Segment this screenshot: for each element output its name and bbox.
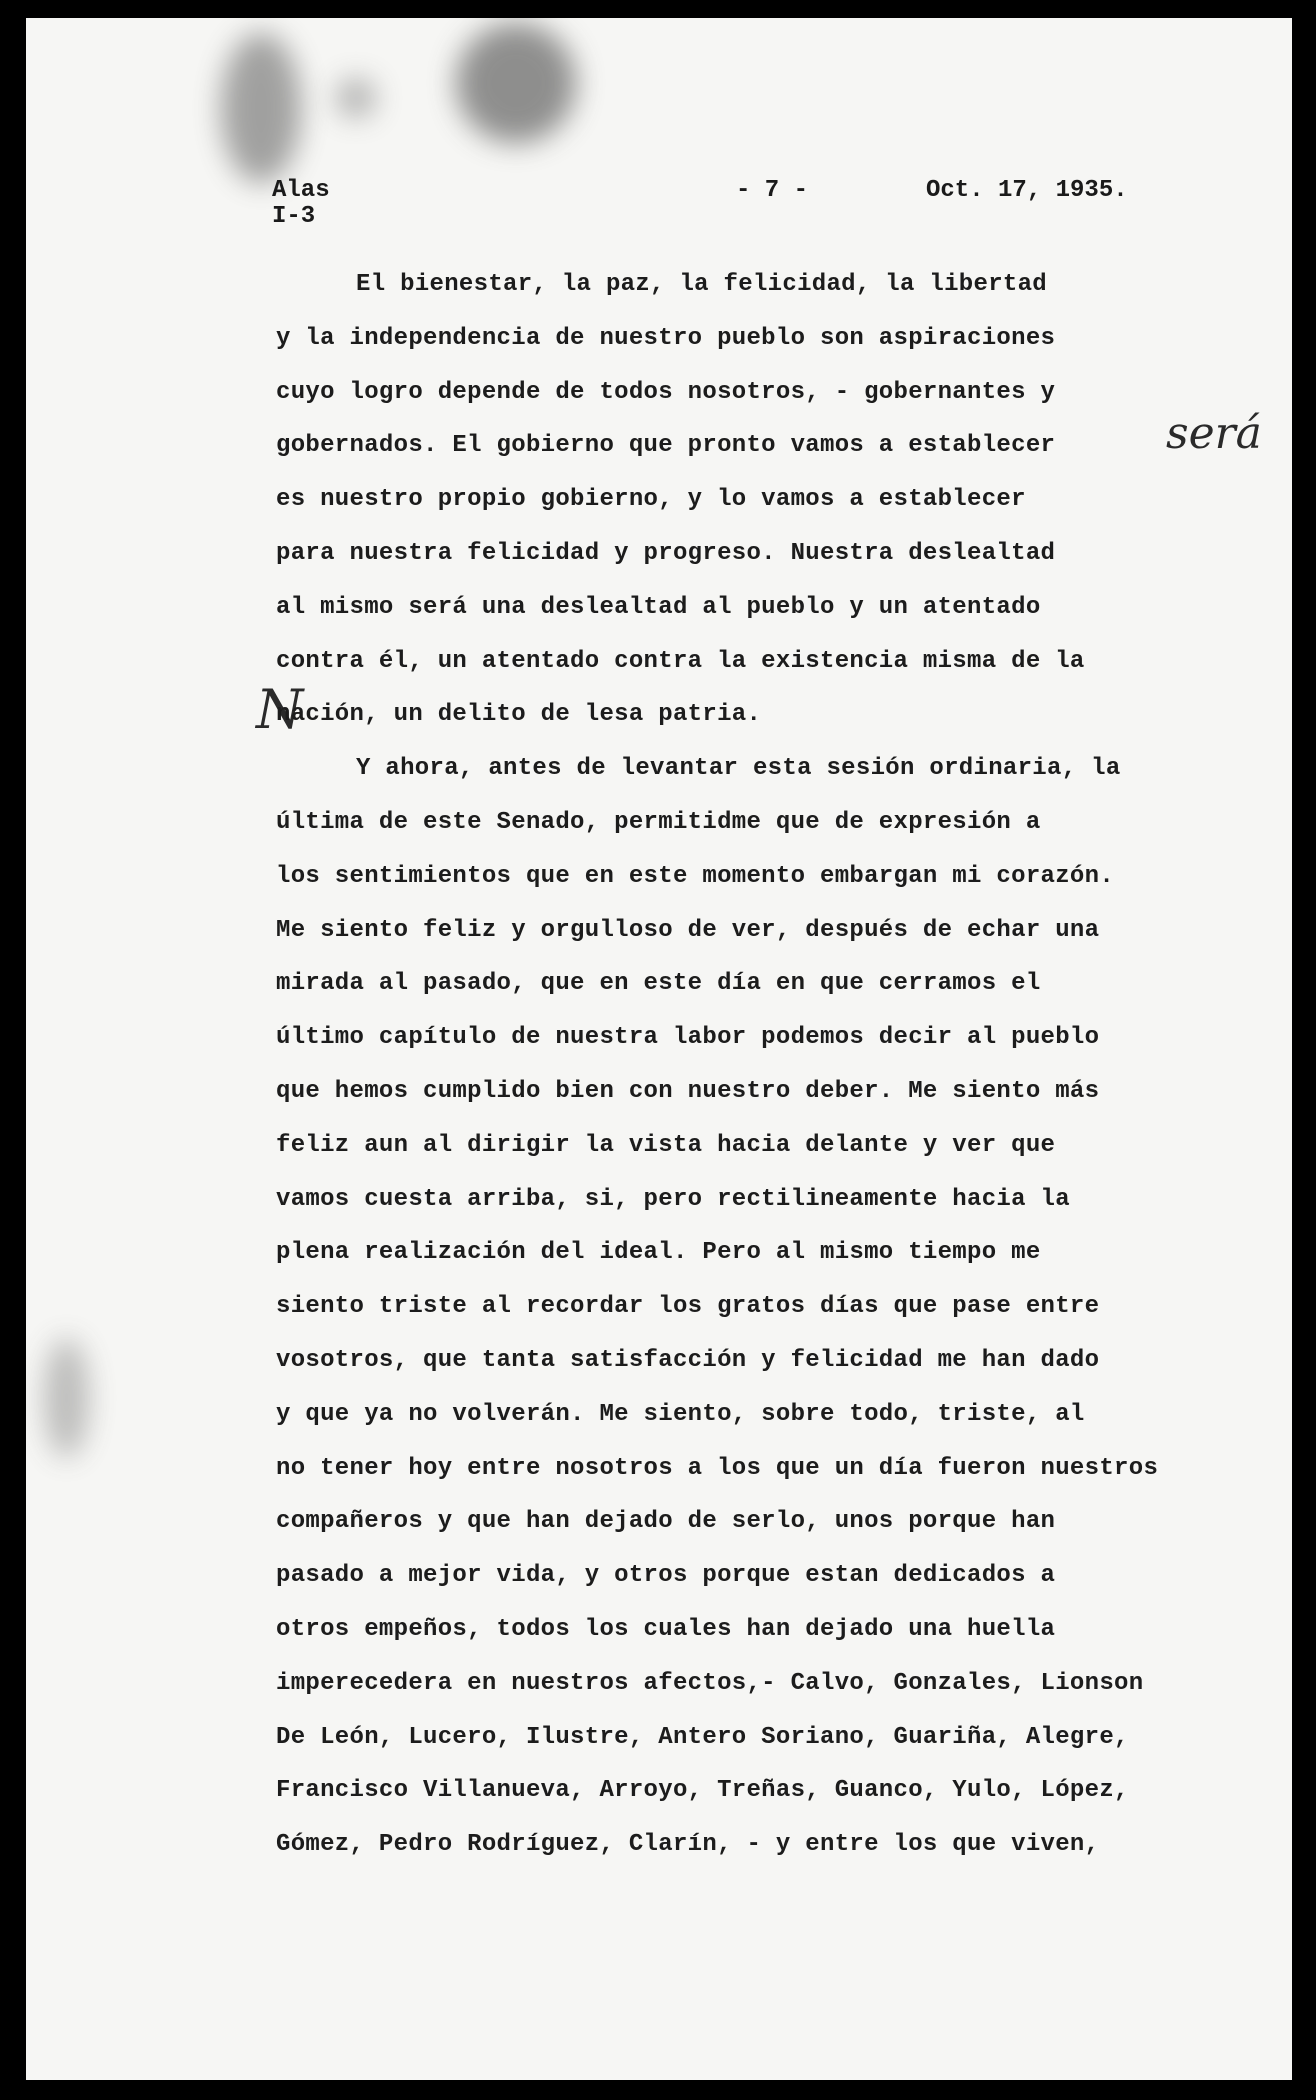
document-date: Oct. 17, 1935. — [926, 177, 1128, 204]
text-line: cuyo logro depende de todos nosotros, - gobernantes y — [276, 378, 1056, 406]
text-line: contra él, un atentado contra la existencia misma de la — [276, 647, 1085, 675]
text-line: no tener hoy entre nosotros a los que un día fueron nuestros — [276, 1454, 1159, 1482]
handwritten-sera-annotation: será — [1166, 408, 1262, 459]
text-line: Me siento feliz y orgulloso de ver, después de echar una — [276, 916, 1100, 944]
text-line: plena realización del ideal. Pero al mismo tiempo me — [276, 1239, 1041, 1267]
text-line: gobernados. El gobierno que pronto vamos a establecer — [276, 432, 1056, 460]
text-line: al mismo será una deslealtad al pueblo y un atentado — [276, 593, 1041, 621]
ink-smudge — [456, 23, 576, 143]
text-line: Francisco Villanueva, Arroyo, Treñas, Guanco, Yulo, López, — [276, 1777, 1129, 1805]
text-line: Gómez, Pedro Rodríguez, Clarín, - y entre los que viven, — [276, 1831, 1100, 1859]
reference-line-1: Alas — [272, 177, 330, 204]
handwritten-n-annotation: N — [256, 678, 304, 741]
text-line: siento triste al recordar los gratos días que pase entre — [276, 1293, 1100, 1321]
text-line: y que ya no volverán. Me siento, sobre todo, triste, al — [276, 1400, 1085, 1428]
text-line: para nuestra felicidad y progreso. Nuestra deslealtad — [276, 539, 1056, 567]
page-number: - 7 - — [736, 177, 809, 204]
text-line: vamos cuesta arriba, si, pero rectilineamente hacia la — [276, 1185, 1070, 1213]
document-body — [276, 258, 1276, 1872]
ink-smudge — [44, 1338, 89, 1458]
text-line: vosotros, que tanta satisfacción y felicidad me han dado — [276, 1346, 1100, 1374]
text-line: nación, un delito de lesa patria. — [276, 701, 762, 729]
text-line: es nuestro propio gobierno, y lo vamos a establecer — [276, 486, 1026, 514]
text-line: De León, Lucero, Ilustre, Antero Soriano, Guariña, Alegre, — [276, 1723, 1129, 1751]
reference-code — [272, 178, 330, 230]
paragraph-2 — [276, 742, 1276, 1872]
reference-line-2: I-3 — [272, 203, 316, 230]
text-line: y la independencia de nuestro pueblo son aspiraciones — [276, 324, 1056, 352]
document-page — [26, 18, 1292, 2080]
text-line: última de este Senado, permitidme que de expresión a — [276, 808, 1041, 836]
text-line: imperecedera en nuestros afectos,- Calvo, Gonzales, Lionson — [276, 1669, 1144, 1697]
text-line: feliz aun al dirigir la vista hacia delante y ver que — [276, 1131, 1056, 1159]
text-line: que hemos cumplido bien con nuestro deber. Me siento más — [276, 1077, 1100, 1105]
text-line: pasado a mejor vida, y otros porque estan dedicados a — [276, 1562, 1056, 1590]
text-line: los sentimientos que en este momento embargan mi corazón. — [276, 862, 1115, 890]
paragraph-1 — [276, 258, 1276, 742]
ink-smudge — [336, 78, 376, 118]
text-line: mirada al pasado, que en este día en que cerramos el — [276, 970, 1041, 998]
text-line: El bienestar, la paz, la felicidad, la libertad — [356, 271, 1048, 298]
text-line: Y ahora, antes de levantar esta sesión ordinaria, la — [356, 755, 1121, 783]
ink-smudge — [221, 33, 301, 183]
text-line: compañeros y que han dejado de serlo, unos porque han — [276, 1508, 1056, 1536]
text-line: último capítulo de nuestra labor podemos decir al pueblo — [276, 1024, 1100, 1052]
text-line: otros empeños, todos los cuales han dejado una huella — [276, 1615, 1056, 1643]
